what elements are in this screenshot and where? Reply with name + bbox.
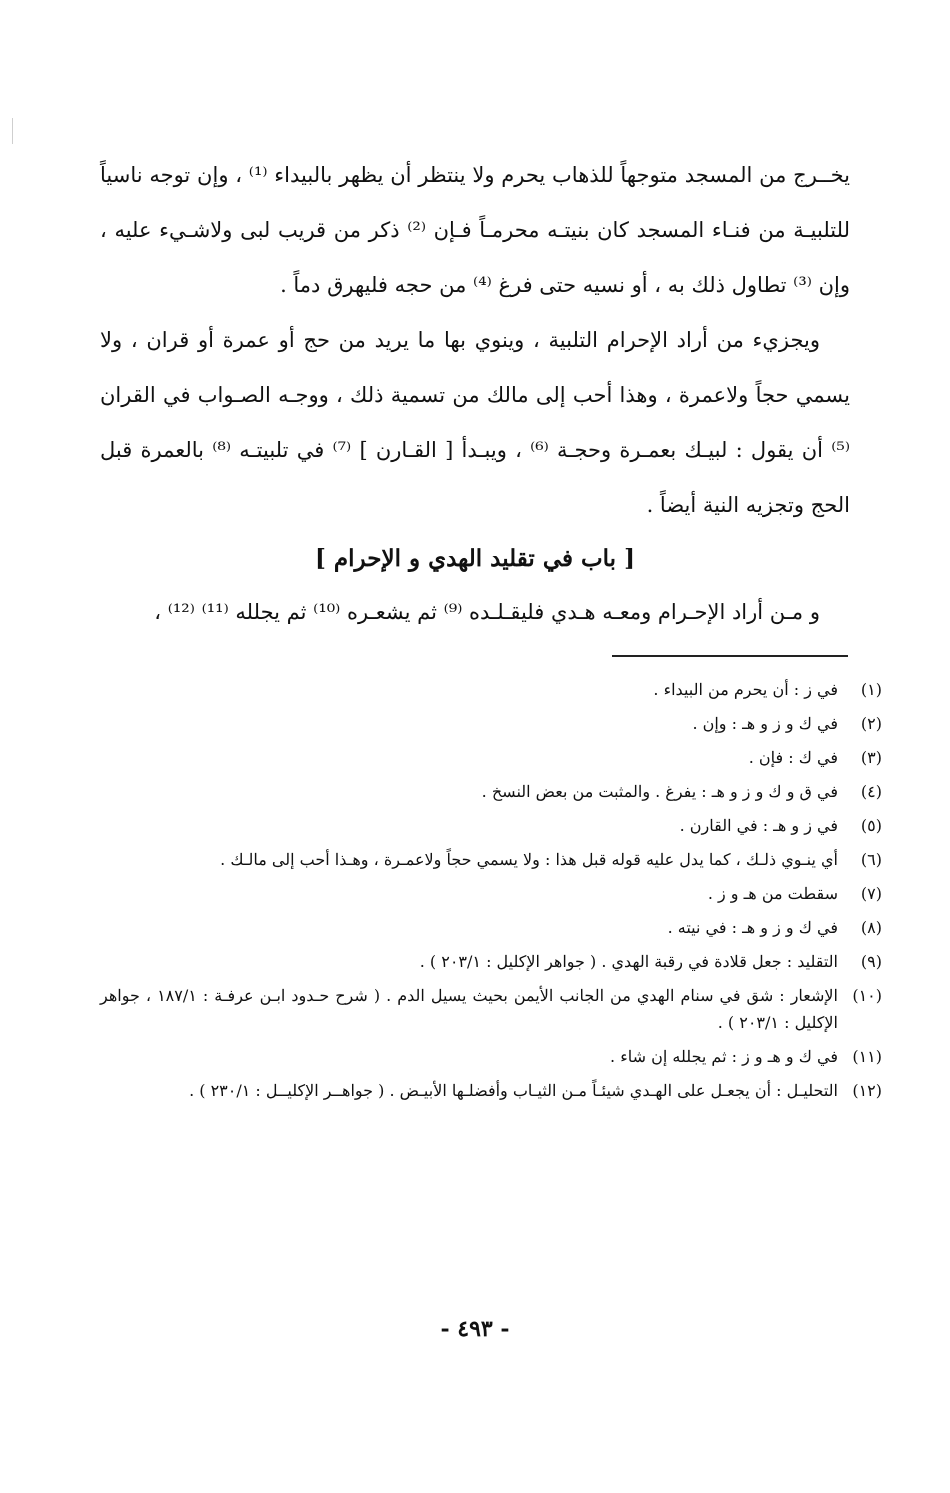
footnote-text: في ك و هـ و ز : ثم يجلله إن شاء . [610, 1047, 838, 1066]
footnote-text: الإشعار : شق في سنام الهدي من الجانب الأيمن بحيث يسيل الدم . ( شرح حـدود ابـن عرفـة : ١٨٧/١ ، جواهر الإكليل : ٢٠٣/١ ) . [100, 986, 839, 1032]
footnote [100, 982, 882, 1036]
footnote [100, 1043, 882, 1070]
footnote-number: (٦) [860, 850, 882, 869]
footnote-number: (١٠) [852, 986, 882, 1005]
footnote-separator [612, 655, 848, 657]
footnote-number: (٨) [860, 918, 882, 937]
paragraph-1: يخــرج من المسجد متوجهاً للذهاب يحرم ولا ينتظر أن يظهر بالبيداء ⁽¹⁾ ، وإن توجه ناسياً للتلبيـة من فنـاء المسجد كان بنيتـه محرمـاً فـإن ⁽²⁾ ذكر من قريب لبى ولاشـيء عليه ، وإن ⁽³⁾ تطاول ذلك به ، أو نسيه حتى فرغ ⁽⁴⁾ من حجه فليهرق دماً . [100, 163, 851, 297]
footnote [100, 812, 882, 839]
footnote-text: أي ينـوي ذلـك ، كما يدل عليه قوله قبل هذا : ولا يسمي حجاً ولاعمـرة ، وهـذا أحب إلى مالـك . [220, 850, 838, 869]
footnote [100, 1077, 882, 1104]
footnote [100, 676, 882, 703]
footnote-number: (١١) [852, 1047, 882, 1066]
footnote-number: (١٢) [852, 1081, 882, 1100]
footnotes [100, 676, 882, 1111]
page-number: - ٤٩٣ - [440, 1316, 510, 1342]
footnote-text: في ك و ز و هـ : في نيته . [667, 918, 838, 937]
margin-mark [12, 118, 13, 144]
footnote-number: (٤) [860, 782, 882, 801]
footnote-text: في ز و هـ : في القارن . [679, 816, 838, 835]
footnote [100, 846, 882, 873]
footnote-number: (١) [860, 680, 882, 699]
main-text [100, 148, 850, 640]
paragraph-2: ويجزيء من أراد الإحرام التلبية ، وينوي بها ما يريد من حج أو عمرة أو قران ، ولا يسمي حجاً ولاعمرة ، وهذا أحب إلى مالك من تسمية ذلك ، ووجـه الصـواب في القران ⁽⁵⁾ أن يقول : لبيـك بعمـرة وحجـة ⁽⁶⁾ ، ويبـدأ [ القـارن ] ⁽⁷⁾ في تلبيتـه ⁽⁸⁾ بالعمرة قبل الحج وتجزيه النية أيضاً . [100, 328, 850, 517]
footnote-text: في ك و ز و هـ : وإن . [692, 714, 838, 733]
footnote-number: (٥) [860, 816, 882, 835]
footnote [100, 914, 882, 941]
paragraph-3: و مـن أراد الإحـرام ومعـه هـدي فليقـلـده ⁽⁹⁾ ثم يشعـره ⁽¹⁰⁾ ثم يجلله ⁽¹¹⁾ ⁽¹²⁾ ، [154, 600, 820, 624]
footnote-number: (٢) [860, 714, 882, 733]
footnote [100, 880, 882, 907]
footnote [100, 948, 882, 975]
footnote [100, 710, 882, 737]
footnote-text: سقطت من هـ و ز . [707, 884, 838, 903]
footnote-text: في ق و ك و ز و هـ : يفرغ . والمثبت من بعض النسخ . [481, 782, 838, 801]
footnote-text: التقليد : جعل قلادة في رقبة الهدي . ( جواهر الإكليل : ٢٠٣/١ ) . [419, 952, 838, 971]
footnote-text: في ز : أن يحرم من البيداء . [653, 680, 838, 699]
footnote [100, 778, 882, 805]
footnote-number: (٩) [860, 952, 882, 971]
footnote-number: (٧) [860, 884, 882, 903]
footnote [100, 744, 882, 771]
section-heading: [ باب في تقليد الهدي و الإحرام ] [315, 545, 635, 572]
footnote-text: التحليـل : أن يجعـل على الهـدي شيئـاً مـن الثيـاب وأفضلـها الأبيـض . ( جواهــر الإكليــل : ٢٣٠/١ ) . [189, 1081, 838, 1100]
footnote-text: في ك : فإن . [748, 748, 838, 767]
footnote-number: (٣) [860, 748, 882, 767]
